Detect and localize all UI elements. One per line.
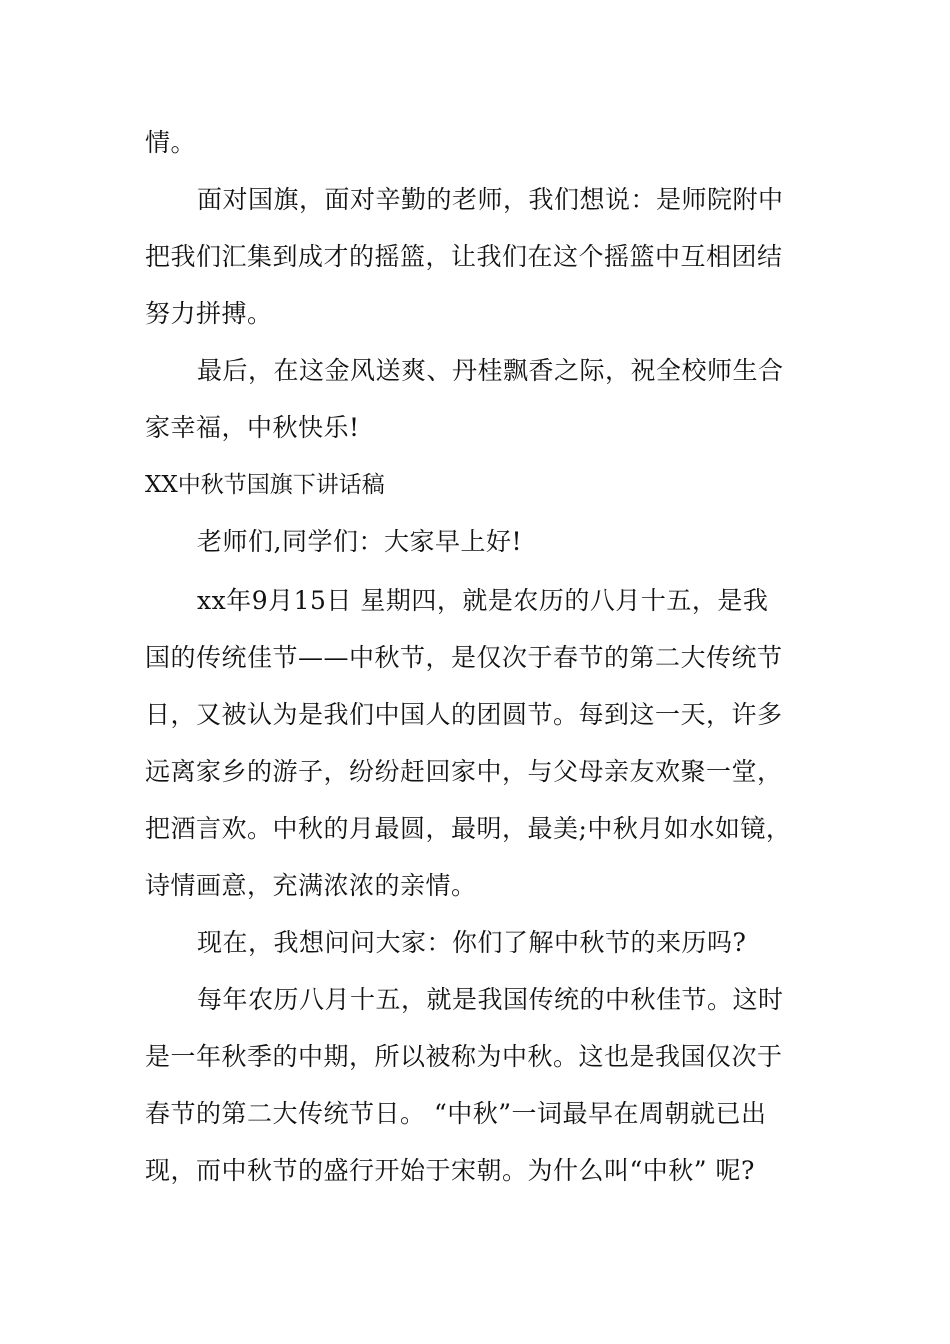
paragraph-line: 春节的第二大传统节日。 “中秋”一词最早在周朝就已出 (145, 1099, 767, 1128)
greeting-line: 老师们,同学们：大家早上好! (197, 527, 522, 556)
paragraph-line: 现，而中秋节的盛行开始于宋朝。为什么叫“中秋” 呢? (145, 1156, 755, 1185)
paragraph-line: 每年农历八月十五，就是我国传统的中秋佳节。这时 (197, 985, 784, 1014)
paragraph-line: 努力拼搏。 (145, 299, 273, 328)
paragraph-line: 日，又被认为是我们中国人的团圆节。每到这一天，许多 (145, 700, 783, 729)
paragraph-line: 情。 (145, 128, 197, 157)
paragraph-line: 面对国旗，面对辛勤的老师，我们想说：是师院附中 (197, 185, 784, 214)
paragraph-line: 国的传统佳节——中秋节，是仅次于春节的第二大传统节 (145, 643, 783, 672)
paragraph-line: 家幸福，中秋快乐! (145, 413, 360, 442)
paragraph-line: 诗情画意，充满浓浓的亲情。 (145, 871, 477, 900)
paragraph-line: 最后，在这金风送爽、丹桂飘香之际，祝全校师生合 (197, 356, 784, 385)
paragraph-line: 现在，我想问问大家：你们了解中秋节的来历吗? (197, 928, 747, 957)
paragraph-line: xx年9月15日 星期四，就是农历的八月十五，是我 (197, 586, 769, 615)
paragraph-line: 是一年秋季的中期，所以被称为中秋。这也是我国仅次于 (145, 1042, 783, 1071)
paragraph-line: 把酒言欢。中秋的月最圆，最明，最美;中秋月如水如镜， (145, 814, 792, 843)
paragraph-line: 远离家乡的游子，纷纷赶回家中，与父母亲友欢聚一堂， (145, 757, 783, 786)
paragraph-line: 把我们汇集到成才的摇篮，让我们在这个摇篮中互相团结 (145, 242, 783, 271)
section-heading: XX中秋节国旗下讲话稿 (145, 472, 385, 498)
